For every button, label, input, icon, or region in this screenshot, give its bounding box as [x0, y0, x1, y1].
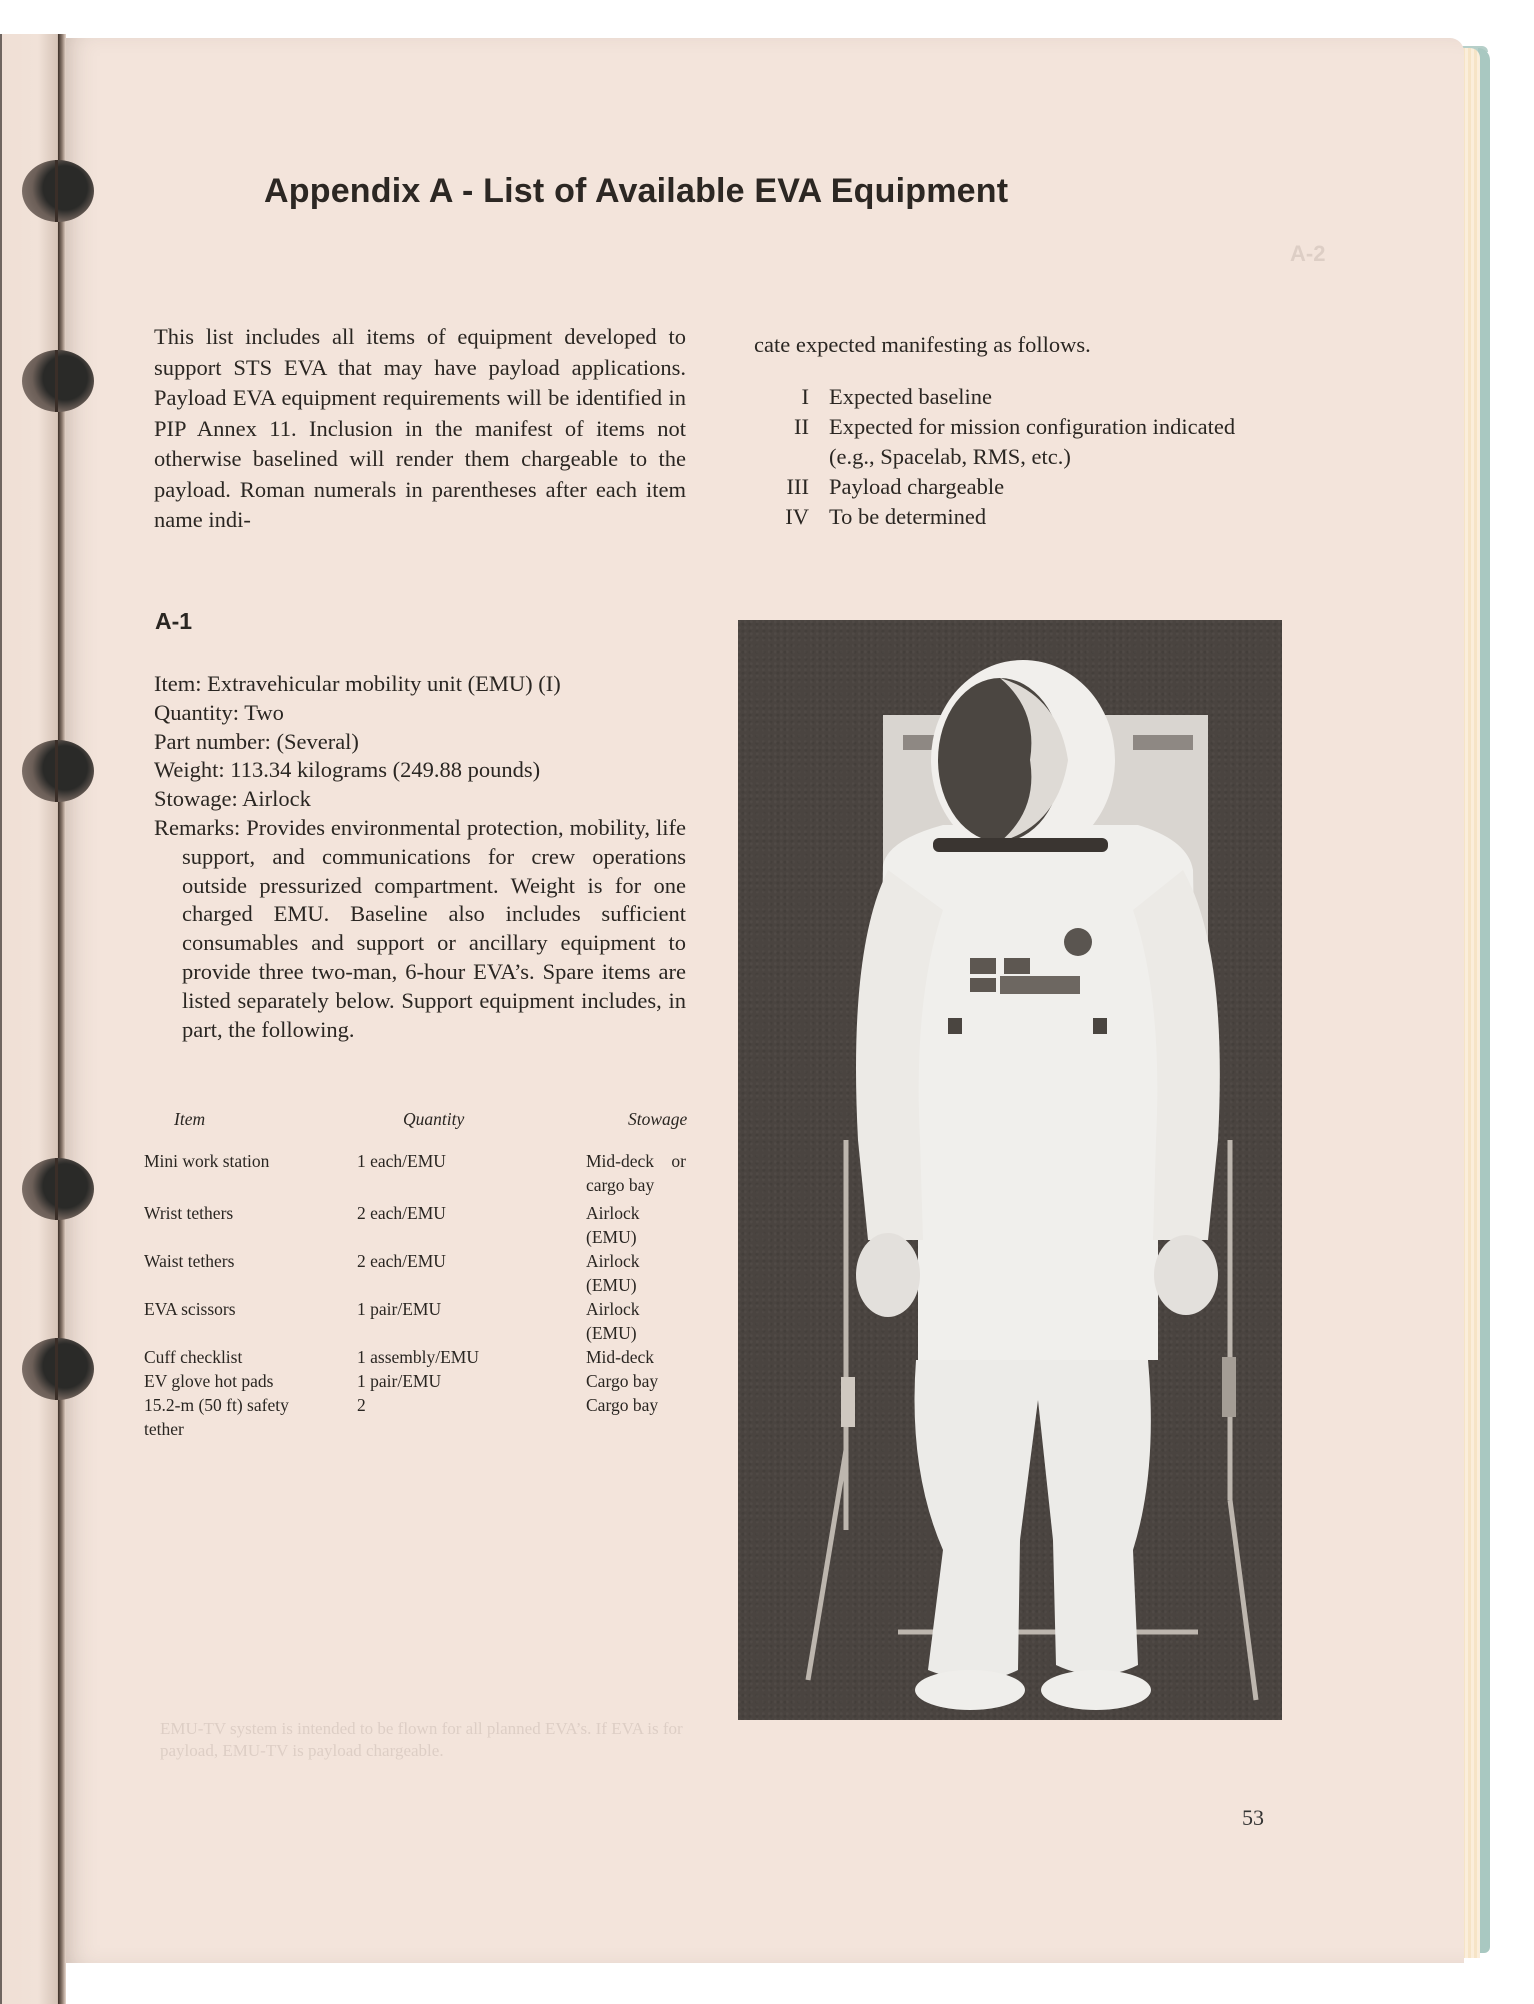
manifest-code-item	[754, 382, 1274, 412]
book-gutter	[58, 34, 66, 2004]
equipment-fields	[154, 670, 686, 1044]
field-weight: Weight: 113.34 kilograms (249.88 pounds)	[154, 757, 541, 783]
cell-item: 15.2-m (50 ft) safety tether	[144, 1395, 289, 1439]
field-part-number: Part number: (Several)	[154, 728, 359, 754]
cell-stowage: Cargo bay	[586, 1395, 659, 1415]
intro-continuation	[754, 330, 1274, 532]
bleed-through-section-id: A-2	[1290, 241, 1326, 266]
table-row	[144, 1149, 692, 1201]
intro-paragraph: This list includes all items of equipment developed to support STS EVA that may have payload applications. Payload EVA equipment requirements will be identified in PIP Annex 11. Inclusion in the manifest of items not otherwise baselined will render them chargeable to the payload. Roman numerals in parentheses after each item name indi-	[154, 324, 686, 532]
manifest-code-list	[754, 382, 1274, 532]
cell-quantity: 2	[357, 1395, 366, 1415]
table-row	[144, 1393, 692, 1441]
cell-item: Cuff checklist	[144, 1347, 243, 1367]
field-quantity: Quantity: Two	[154, 699, 284, 725]
manifest-code-item	[754, 502, 1274, 532]
page-number: 53	[1242, 1805, 1264, 1830]
table-row	[144, 1297, 692, 1345]
roman-numeral: III	[786, 474, 809, 499]
right-glove	[1154, 1235, 1218, 1315]
left-boot	[915, 1670, 1025, 1710]
helmet-neck-ring	[933, 838, 1108, 852]
bleed-through-footnote: EMU-TV system is intended to be flown for all planned EVA’s. If EVA is for payload, EMU-TV is payload chargeable.	[160, 1719, 683, 1760]
cell-item: Wrist tethers	[144, 1203, 234, 1223]
page-title: Appendix A - List of Available EVA Equipment	[264, 172, 1009, 210]
field-item: Item: Extravehicular mobility unit (EMU) (I)	[154, 671, 561, 696]
section-heading: A-1	[155, 608, 193, 634]
roman-numeral: I	[801, 384, 809, 409]
left-glove	[856, 1233, 920, 1317]
support-equipment-table	[144, 1106, 692, 1441]
field-remarks: Remarks: Provides environmental protection, mobility, life support, and communications for crew operations outside pressurized compartment. Weight is for one charged EMU. Baseline also includes sufficient consumables and support or ancillary equipment to provide three two-man, 6-hour EVA’s. Spare items are listed separately below. Support equipment includes, in part, the following.	[154, 814, 686, 1042]
right-boot	[1041, 1670, 1151, 1710]
manifest-code-meaning: Payload chargeable	[829, 474, 1005, 499]
table-row	[144, 1201, 692, 1249]
cell-quantity: 1 each/EMU	[357, 1151, 446, 1171]
manifest-code-item	[754, 472, 1274, 502]
column-header-quantity: Quantity	[403, 1109, 465, 1129]
table-row	[144, 1249, 692, 1297]
manifest-code-meaning: To be determined	[829, 504, 987, 529]
table-header-row	[144, 1106, 692, 1149]
table-row	[144, 1345, 692, 1369]
roman-numeral: II	[794, 414, 809, 439]
roman-numeral: IV	[785, 504, 809, 529]
table-row	[144, 1369, 692, 1393]
cell-quantity: 2 each/EMU	[357, 1251, 446, 1271]
manifest-code-item	[754, 412, 1274, 472]
astronaut-illustration	[738, 620, 1282, 1720]
column-header-stowage: Stowage	[628, 1109, 688, 1129]
cell-quantity: 1 pair/EMU	[357, 1299, 442, 1319]
cell-item: EV glove hot pads	[144, 1371, 274, 1391]
page-stack-edges	[1462, 48, 1480, 1958]
manifest-code-meaning: Expected baseline	[829, 384, 993, 409]
cell-quantity: 1 assembly/EMU	[357, 1347, 480, 1367]
left-page-edge	[0, 34, 62, 2004]
cell-item: Mini work station	[144, 1151, 270, 1171]
binding-hole	[22, 740, 94, 802]
manifest-code-meaning: Expected for mission configuration indicated (e.g., Spacelab, RMS, etc.)	[829, 414, 1236, 469]
column-header-item: Item	[174, 1109, 206, 1129]
emu-spacesuit-photo	[738, 620, 1282, 1720]
cell-stowage: Mid-deck or cargo bay	[586, 1151, 686, 1195]
cell-item: Waist tethers	[144, 1251, 235, 1271]
cell-stowage: Mid-deck	[586, 1347, 655, 1367]
intro-paragraph-continued: cate expected manifesting as follows.	[754, 332, 1091, 357]
cell-quantity: 2 each/EMU	[357, 1203, 446, 1223]
binding-hole	[22, 1338, 94, 1400]
cell-stowage: Airlock (EMU)	[586, 1299, 640, 1343]
cell-stowage: Airlock (EMU)	[586, 1203, 640, 1247]
binding-hole	[22, 160, 94, 222]
cell-item: EVA scissors	[144, 1299, 236, 1319]
binding-hole	[22, 1158, 94, 1220]
field-stowage: Stowage: Airlock	[154, 786, 311, 812]
cell-stowage: Airlock (EMU)	[586, 1251, 640, 1295]
cell-quantity: 1 pair/EMU	[357, 1371, 442, 1391]
cell-stowage: Cargo bay	[586, 1371, 659, 1391]
binding-hole	[22, 350, 94, 412]
